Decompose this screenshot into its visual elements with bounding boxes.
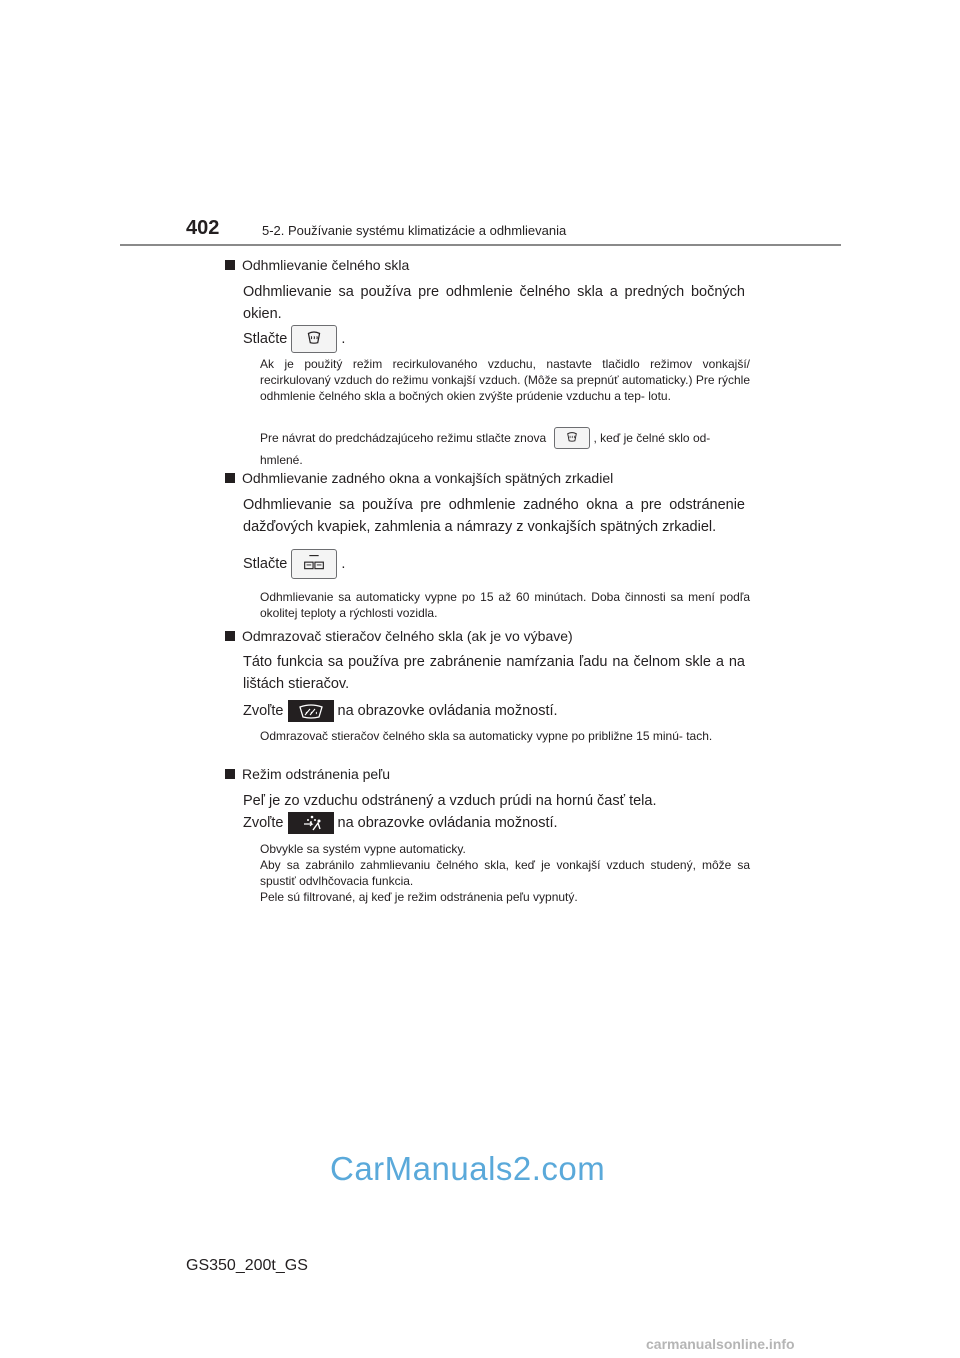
heading-windshield-defog: Odhmlievanie čelného skla <box>225 255 409 275</box>
note-wiper-deicer: Odmrazovač stieračov čelného skla sa automaticky vypne po približne 15 minú- tach. <box>260 729 713 743</box>
body-windshield-defog: Odhmlievanie sa používa pre odhmlenie čelného skla a predných bočných okien. <box>243 284 745 322</box>
wiper-deicer-icon[interactable] <box>288 700 334 722</box>
note-return-mode: Pre návrat do predchádzajúceho režimu stlačte znova , keď je čelné sklo od- hmlené. <box>260 427 750 470</box>
bullet-square-icon <box>225 769 235 779</box>
header-divider <box>120 244 841 246</box>
page-number: 402 <box>186 217 220 239</box>
windshield-defogger-icon[interactable] <box>554 427 590 449</box>
heading-rear-defog: Odhmlievanie zadného okna a vonkajších spätných zrkadiel <box>225 468 613 488</box>
pollen-removal-icon[interactable] <box>288 812 334 834</box>
heading-pollen-removal: Režim odstránenia peľu <box>225 764 390 784</box>
body-pollen-removal: Peľ je zo vzduchu odstránený a vzduch prúdi na hornú časť tela. <box>243 793 657 809</box>
bullet-square-icon <box>225 631 235 641</box>
footer-site-link[interactable]: carmanualsonline.info <box>646 1336 795 1352</box>
action-windshield-defog: Stlačte . <box>243 325 345 353</box>
heading-wiper-deicer: Odmrazovač stieračov čelného skla (ak je vo výbave) <box>225 626 573 646</box>
watermark-carmanuals2: CarManuals2.com <box>330 1150 606 1187</box>
bullet-square-icon <box>225 260 235 270</box>
note-windshield-defog: Ak je použitý režim recirkulovaného vzduchu, nastavte tlačidlo režimov vonkajší/ recirkulovaný vzduch do režimu vonkajší vzduch. (Môže sa prepnúť automaticky.) Pre rýchle odhmlenie čelného skla a bočných okien zvýšte prúdenie vzduchu a tep- lotu. <box>260 357 750 403</box>
note-pollen-removal: Obvykle sa systém vypne automaticky. Aby sa zabránilo zahmlievaniu čelného skla, keď je vonkajší vzduch studený, môže sa spustiť odvlhčovacia funkcia. Pele sú filtrované, aj keď je režim odstránenia peľu vypnutý. <box>260 842 750 904</box>
action-wiper-deicer: Zvoľte na obrazovke ovládania možností. <box>243 699 558 723</box>
body-rear-defog: Odhmlievanie sa používa pre odhmlenie zadného okna a pre odstránenie dažďových kvapiek, zahmlenia a námrazy z vonkajších spätných zrkadiel. <box>243 497 745 535</box>
action-rear-defog: Stlačte . <box>243 549 345 579</box>
action-pollen-removal: Zvoľte na obrazovke ovládania možností. <box>243 811 558 835</box>
body-wiper-deicer: Táto funkcia sa používa pre zabránenie namŕzania ľadu na čelnom skle a na lištách stieračov. <box>243 654 745 692</box>
bullet-square-icon <box>225 473 235 483</box>
windshield-defogger-icon[interactable] <box>291 325 337 353</box>
section-title: 5-2. Používanie systému klimatizácie a odhmlievania <box>262 223 567 238</box>
rear-defogger-mirror-icon[interactable] <box>291 549 337 579</box>
note-rear-defog: Odhmlievanie sa automaticky vypne po 15 až 60 minútach. Doba činnosti sa mení podľa okolitej teploty a rýchlosti vozidla. <box>260 590 750 620</box>
model-code: GS350_200t_GS <box>186 1257 308 1274</box>
